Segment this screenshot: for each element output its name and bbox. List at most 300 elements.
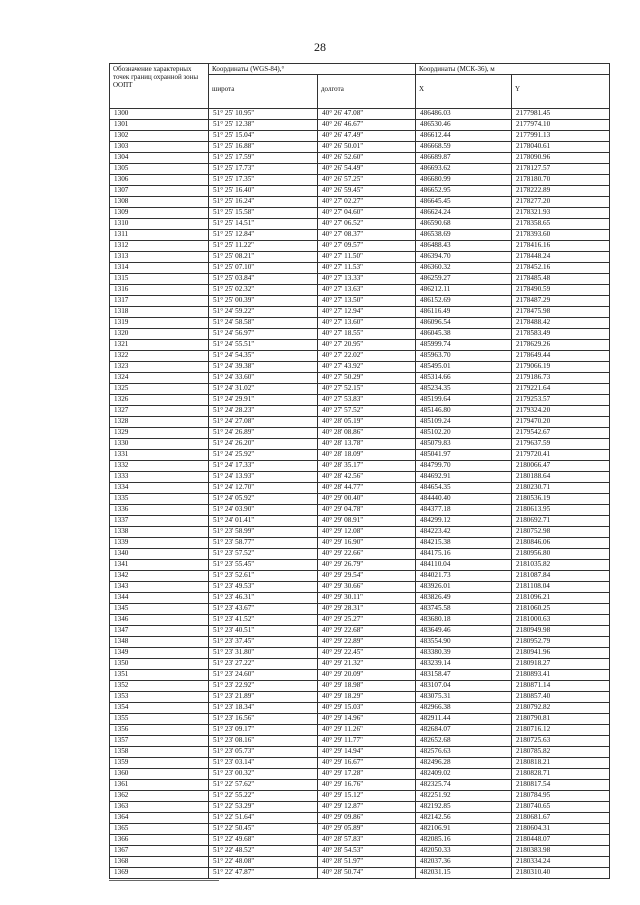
cell-y: 2180949.98 [512, 626, 610, 637]
cell-latitude: 51° 24' 01.41" [209, 516, 318, 527]
cell-x: 482106.91 [416, 824, 512, 835]
cell-latitude: 51° 24' 28.23" [209, 406, 318, 417]
cell-y: 2180956.80 [512, 549, 610, 560]
cell-y: 2178485.48 [512, 274, 610, 285]
cell-latitude: 51° 23' 08.16" [209, 736, 318, 747]
table-row [110, 230, 610, 241]
cell-point: 1302 [110, 131, 209, 142]
cell-y: 2181060.25 [512, 604, 610, 615]
cell-point: 1347 [110, 626, 209, 637]
cell-x: 485963.70 [416, 351, 512, 362]
cell-point: 1335 [110, 494, 209, 505]
table-row [110, 604, 610, 615]
table-row [110, 494, 610, 505]
cell-longitude: 40° 26' 47.49" [318, 131, 416, 142]
cell-x: 486680.99 [416, 175, 512, 186]
cell-longitude: 40° 29' 11.77" [318, 736, 416, 747]
table-row [110, 406, 610, 417]
cell-latitude: 51° 25' 15.58" [209, 208, 318, 219]
cell-latitude: 51° 25' 12.84" [209, 230, 318, 241]
cell-latitude: 51° 24' 58.58" [209, 318, 318, 329]
cell-latitude: 51° 23' 41.52" [209, 615, 318, 626]
cell-latitude: 51° 23' 05.73" [209, 747, 318, 758]
cell-latitude: 51° 24' 55.51" [209, 340, 318, 351]
table-row [110, 461, 610, 472]
cell-x: 483158.47 [416, 670, 512, 681]
cell-x: 482684.07 [416, 725, 512, 736]
cell-y: 2181096.21 [512, 593, 610, 604]
cell-point: 1301 [110, 120, 209, 131]
cell-point: 1313 [110, 252, 209, 263]
cell-x: 482652.68 [416, 736, 512, 747]
cell-y: 2178358.65 [512, 219, 610, 230]
cell-y: 2179186.73 [512, 373, 610, 384]
cell-point: 1314 [110, 263, 209, 274]
cell-y: 2180790.81 [512, 714, 610, 725]
cell-x: 485234.35 [416, 384, 512, 395]
cell-latitude: 51° 24' 27.08" [209, 417, 318, 428]
cell-point: 1346 [110, 615, 209, 626]
cell-longitude: 40° 27' 13.50" [318, 296, 416, 307]
table-row [110, 615, 610, 626]
cell-y: 2180918.27 [512, 659, 610, 670]
cell-y: 2180681.67 [512, 813, 610, 824]
table-row [110, 307, 610, 318]
cell-x: 486212.11 [416, 285, 512, 296]
cell-longitude: 40° 29' 00.40" [318, 494, 416, 505]
cell-latitude: 51° 23' 49.53" [209, 582, 318, 593]
cell-x: 483239.14 [416, 659, 512, 670]
cell-x: 484654.35 [416, 483, 512, 494]
cell-y: 2180692.71 [512, 516, 610, 527]
cell-point: 1334 [110, 483, 209, 494]
cell-x: 482142.56 [416, 813, 512, 824]
cell-latitude: 51° 24' 33.60" [209, 373, 318, 384]
cell-longitude: 40° 29' 17.28" [318, 769, 416, 780]
cell-longitude: 40° 26' 54.49" [318, 164, 416, 175]
table-row [110, 197, 610, 208]
cell-longitude: 40° 29' 15.12" [318, 791, 416, 802]
cell-longitude: 40° 29' 05.89" [318, 824, 416, 835]
cell-y: 2179066.19 [512, 362, 610, 373]
cell-point: 1367 [110, 846, 209, 857]
cell-longitude: 40° 27' 13.63" [318, 285, 416, 296]
cell-x: 486624.24 [416, 208, 512, 219]
cell-longitude: 40° 27' 22.02" [318, 351, 416, 362]
cell-point: 1354 [110, 703, 209, 714]
cell-y: 2178040.61 [512, 142, 610, 153]
cell-longitude: 40° 27' 09.57" [318, 241, 416, 252]
cell-latitude: 51° 23' 40.51" [209, 626, 318, 637]
cell-longitude: 40° 29' 20.09" [318, 670, 416, 681]
cell-y: 2178090.96 [512, 153, 610, 164]
cell-longitude: 40° 29' 22.45" [318, 648, 416, 659]
cell-y: 2180383.98 [512, 846, 610, 857]
cell-latitude: 51° 25' 03.84" [209, 274, 318, 285]
table-row [110, 824, 610, 835]
cell-x: 482966.38 [416, 703, 512, 714]
cell-x: 485314.66 [416, 373, 512, 384]
table-row [110, 142, 610, 153]
cell-y: 2179637.59 [512, 439, 610, 450]
cell-point: 1305 [110, 164, 209, 175]
cell-latitude: 51° 24' 12.70" [209, 483, 318, 494]
cell-latitude: 51° 22' 57.62" [209, 780, 318, 791]
cell-x: 484223.42 [416, 527, 512, 538]
cell-point: 1356 [110, 725, 209, 736]
header-points: Обозначение характерных точек границ охранной зоны ООПТ [110, 64, 209, 109]
cell-point: 1323 [110, 362, 209, 373]
cell-x: 483649.46 [416, 626, 512, 637]
cell-y: 2178629.26 [512, 340, 610, 351]
cell-x: 486590.68 [416, 219, 512, 230]
cell-x: 486612.44 [416, 131, 512, 142]
cell-latitude: 51° 25' 16.88" [209, 142, 318, 153]
table-row [110, 516, 610, 527]
cell-y: 2180613.95 [512, 505, 610, 516]
table-row [110, 109, 610, 120]
cell-point: 1318 [110, 307, 209, 318]
cell-x: 483826.49 [416, 593, 512, 604]
cell-longitude: 40° 27' 11.53" [318, 263, 416, 274]
cell-y: 2180871.14 [512, 681, 610, 692]
cell-x: 486152.69 [416, 296, 512, 307]
cell-longitude: 40° 27' 12.94" [318, 307, 416, 318]
table-row [110, 120, 610, 131]
cell-latitude: 51° 24' 54.35" [209, 351, 318, 362]
cell-latitude: 51° 23' 21.89" [209, 692, 318, 703]
footer-rule [109, 880, 219, 881]
cell-longitude: 40° 29' 09.86" [318, 813, 416, 824]
cell-x: 485041.97 [416, 450, 512, 461]
table-row [110, 670, 610, 681]
table-row [110, 340, 610, 351]
cell-point: 1348 [110, 637, 209, 648]
cell-latitude: 51° 23' 18.34" [209, 703, 318, 714]
cell-x: 482085.16 [416, 835, 512, 846]
cell-x: 484021.73 [416, 571, 512, 582]
cell-latitude: 51° 25' 00.39" [209, 296, 318, 307]
cell-x: 485999.74 [416, 340, 512, 351]
cell-point: 1363 [110, 802, 209, 813]
cell-longitude: 40° 27' 57.52" [318, 406, 416, 417]
cell-y: 2179470.20 [512, 417, 610, 428]
cell-latitude: 51° 23' 16.56" [209, 714, 318, 725]
table-row [110, 252, 610, 263]
cell-x: 482251.92 [416, 791, 512, 802]
cell-latitude: 51° 25' 02.32" [209, 285, 318, 296]
table-row [110, 549, 610, 560]
cell-latitude: 51° 23' 46.31" [209, 593, 318, 604]
cell-point: 1330 [110, 439, 209, 450]
table-row [110, 208, 610, 219]
cell-point: 1362 [110, 791, 209, 802]
cell-longitude: 40° 28' 51.97" [318, 857, 416, 868]
cell-longitude: 40° 26' 52.60" [318, 153, 416, 164]
page-number: 28 [314, 40, 326, 54]
cell-y: 2180604.31 [512, 824, 610, 835]
table-row [110, 527, 610, 538]
cell-longitude: 40° 29' 18.29" [318, 692, 416, 703]
table-row [110, 362, 610, 373]
cell-longitude: 40° 29' 11.26" [318, 725, 416, 736]
cell-y: 2178475.98 [512, 307, 610, 318]
table-row [110, 857, 610, 868]
cell-longitude: 40° 27' 43.92" [318, 362, 416, 373]
cell-latitude: 51° 25' 07.10" [209, 263, 318, 274]
table-row [110, 186, 610, 197]
cell-longitude: 40° 28' 42.56" [318, 472, 416, 483]
cell-x: 486645.45 [416, 197, 512, 208]
cell-latitude: 51° 23' 55.45" [209, 560, 318, 571]
table-row [110, 439, 610, 450]
cell-point: 1320 [110, 329, 209, 340]
cell-latitude: 51° 24' 29.91" [209, 395, 318, 406]
table-row [110, 571, 610, 582]
table-row [110, 692, 610, 703]
table-row [110, 593, 610, 604]
cell-y: 2177981.45 [512, 109, 610, 120]
cell-point: 1343 [110, 582, 209, 593]
cell-y: 2180818.21 [512, 758, 610, 769]
cell-x: 486096.54 [416, 318, 512, 329]
cell-point: 1319 [110, 318, 209, 329]
cell-x: 482325.74 [416, 780, 512, 791]
cell-y: 2180952.79 [512, 637, 610, 648]
cell-point: 1369 [110, 868, 209, 879]
cell-y: 2180828.71 [512, 769, 610, 780]
cell-y: 2180792.82 [512, 703, 610, 714]
cell-point: 1336 [110, 505, 209, 516]
cell-point: 1327 [110, 406, 209, 417]
cell-point: 1328 [110, 417, 209, 428]
cell-latitude: 51° 24' 05.92" [209, 494, 318, 505]
header-x: X [416, 75, 512, 109]
cell-x: 482496.28 [416, 758, 512, 769]
cell-y: 2178490.59 [512, 285, 610, 296]
cell-x: 486394.70 [416, 252, 512, 263]
cell-point: 1326 [110, 395, 209, 406]
cell-y: 2177991.13 [512, 131, 610, 142]
cell-longitude: 40° 29' 15.03" [318, 703, 416, 714]
cell-point: 1322 [110, 351, 209, 362]
table-row [110, 637, 610, 648]
table-row [110, 703, 610, 714]
cell-y: 2179720.41 [512, 450, 610, 461]
cell-longitude: 40° 29' 14.96" [318, 714, 416, 725]
cell-point: 1339 [110, 538, 209, 549]
cell-latitude: 51° 25' 17.35" [209, 175, 318, 186]
cell-latitude: 51° 25' 12.38" [209, 120, 318, 131]
cell-point: 1349 [110, 648, 209, 659]
cell-x: 484175.16 [416, 549, 512, 560]
table-row [110, 164, 610, 175]
table-row [110, 747, 610, 758]
cell-point: 1359 [110, 758, 209, 769]
cell-longitude: 40° 29' 30.66" [318, 582, 416, 593]
cell-longitude: 40° 29' 30.11" [318, 593, 416, 604]
table-row [110, 582, 610, 593]
table-row [110, 846, 610, 857]
cell-point: 1310 [110, 219, 209, 230]
cell-point: 1345 [110, 604, 209, 615]
cell-longitude: 40° 29' 16.76" [318, 780, 416, 791]
cell-latitude: 51° 23' 37.45" [209, 637, 318, 648]
cell-longitude: 40° 29' 22.68" [318, 626, 416, 637]
cell-latitude: 51° 24' 17.33" [209, 461, 318, 472]
cell-point: 1365 [110, 824, 209, 835]
cell-y: 2178416.16 [512, 241, 610, 252]
cell-x: 486486.03 [416, 109, 512, 120]
cell-latitude: 51° 24' 26.20" [209, 439, 318, 450]
cell-longitude: 40° 29' 25.27" [318, 615, 416, 626]
cell-x: 486538.69 [416, 230, 512, 241]
table-row [110, 736, 610, 747]
cell-y: 2180066.47 [512, 461, 610, 472]
cell-y: 2180941.96 [512, 648, 610, 659]
cell-point: 1342 [110, 571, 209, 582]
cell-longitude: 40° 27' 06.52" [318, 219, 416, 230]
cell-y: 2180334.24 [512, 857, 610, 868]
cell-y: 2179221.64 [512, 384, 610, 395]
table-row [110, 395, 610, 406]
cell-latitude: 51° 25' 08.21" [209, 252, 318, 263]
cell-y: 2180310.40 [512, 868, 610, 879]
cell-point: 1308 [110, 197, 209, 208]
cell-point: 1361 [110, 780, 209, 791]
cell-latitude: 51° 23' 00.32" [209, 769, 318, 780]
cell-longitude: 40° 27' 20.95" [318, 340, 416, 351]
cell-latitude: 51° 23' 58.99" [209, 527, 318, 538]
cell-x: 484110.04 [416, 560, 512, 571]
table-body [110, 109, 610, 879]
cell-point: 1307 [110, 186, 209, 197]
cell-longitude: 40° 29' 04.78" [318, 505, 416, 516]
cell-x: 483680.18 [416, 615, 512, 626]
table-row [110, 219, 610, 230]
cell-longitude: 40° 28' 13.78" [318, 439, 416, 450]
cell-x: 482911.44 [416, 714, 512, 725]
cell-y: 2180448.07 [512, 835, 610, 846]
cell-longitude: 40° 28' 57.83" [318, 835, 416, 846]
cell-latitude: 51° 24' 03.90" [209, 505, 318, 516]
cell-y: 2180230.71 [512, 483, 610, 494]
cell-longitude: 40° 29' 08.91" [318, 516, 416, 527]
cell-x: 485102.20 [416, 428, 512, 439]
cell-longitude: 40° 28' 05.19" [318, 417, 416, 428]
cell-longitude: 40° 29' 22.89" [318, 637, 416, 648]
cell-x: 485495.01 [416, 362, 512, 373]
table-row [110, 648, 610, 659]
table-row [110, 791, 610, 802]
cell-y: 2178393.60 [512, 230, 610, 241]
cell-longitude: 40° 27' 52.15" [318, 384, 416, 395]
cell-x: 483554.90 [416, 637, 512, 648]
header-longitude: долгота [318, 75, 416, 109]
cell-point: 1350 [110, 659, 209, 670]
cell-longitude: 40° 26' 46.67" [318, 120, 416, 131]
cell-y: 2180785.82 [512, 747, 610, 758]
table-row [110, 659, 610, 670]
cell-latitude: 51° 24' 31.02" [209, 384, 318, 395]
table-row [110, 538, 610, 549]
cell-x: 486668.59 [416, 142, 512, 153]
cell-point: 1333 [110, 472, 209, 483]
table-row [110, 681, 610, 692]
cell-y: 2178222.89 [512, 186, 610, 197]
table-row [110, 175, 610, 186]
cell-longitude: 40° 29' 14.94" [318, 747, 416, 758]
table-row [110, 769, 610, 780]
cell-longitude: 40° 29' 12.08" [318, 527, 416, 538]
cell-x: 484692.91 [416, 472, 512, 483]
cell-x: 483075.31 [416, 692, 512, 703]
cell-latitude: 51° 22' 47.87" [209, 868, 318, 879]
cell-y: 2180536.19 [512, 494, 610, 505]
cell-point: 1358 [110, 747, 209, 758]
cell-x: 486530.46 [416, 120, 512, 131]
cell-y: 2178448.24 [512, 252, 610, 263]
cell-longitude: 40° 27' 53.83" [318, 395, 416, 406]
cell-point: 1332 [110, 461, 209, 472]
cell-latitude: 51° 23' 43.67" [209, 604, 318, 615]
cell-point: 1337 [110, 516, 209, 527]
cell-point: 1309 [110, 208, 209, 219]
cell-point: 1316 [110, 285, 209, 296]
cell-y: 2180725.63 [512, 736, 610, 747]
cell-latitude: 51° 25' 14.51" [209, 219, 318, 230]
table-row [110, 318, 610, 329]
cell-y: 2180817.54 [512, 780, 610, 791]
cell-y: 2180188.64 [512, 472, 610, 483]
cell-latitude: 51° 23' 22.92" [209, 681, 318, 692]
cell-latitude: 51° 23' 31.80" [209, 648, 318, 659]
cell-x: 482050.33 [416, 846, 512, 857]
cell-longitude: 40° 29' 22.66" [318, 549, 416, 560]
cell-latitude: 51° 25' 10.95" [209, 109, 318, 120]
cell-point: 1341 [110, 560, 209, 571]
cell-point: 1329 [110, 428, 209, 439]
cell-latitude: 51° 22' 48.08" [209, 857, 318, 868]
cell-point: 1340 [110, 549, 209, 560]
cell-y: 2178127.57 [512, 164, 610, 175]
cell-y: 2178583.49 [512, 329, 610, 340]
cell-point: 1303 [110, 142, 209, 153]
cell-latitude: 51° 23' 03.14" [209, 758, 318, 769]
cell-x: 486360.32 [416, 263, 512, 274]
table-row [110, 296, 610, 307]
cell-point: 1344 [110, 593, 209, 604]
table-row [110, 384, 610, 395]
cell-point: 1357 [110, 736, 209, 747]
table-row [110, 560, 610, 571]
cell-latitude: 51° 22' 55.22" [209, 791, 318, 802]
cell-y: 2179324.20 [512, 406, 610, 417]
cell-x: 483926.01 [416, 582, 512, 593]
cell-longitude: 40° 28' 18.09" [318, 450, 416, 461]
cell-y: 2178487.29 [512, 296, 610, 307]
cell-latitude: 51° 22' 48.52" [209, 846, 318, 857]
cell-latitude: 51° 23' 58.77" [209, 538, 318, 549]
cell-point: 1311 [110, 230, 209, 241]
cell-longitude: 40° 27' 04.60" [318, 208, 416, 219]
cell-x: 485109.24 [416, 417, 512, 428]
cell-longitude: 40° 29' 12.87" [318, 802, 416, 813]
header-latitude: широта [209, 75, 318, 109]
cell-x: 484215.38 [416, 538, 512, 549]
cell-x: 482409.02 [416, 769, 512, 780]
cell-x: 484799.70 [416, 461, 512, 472]
